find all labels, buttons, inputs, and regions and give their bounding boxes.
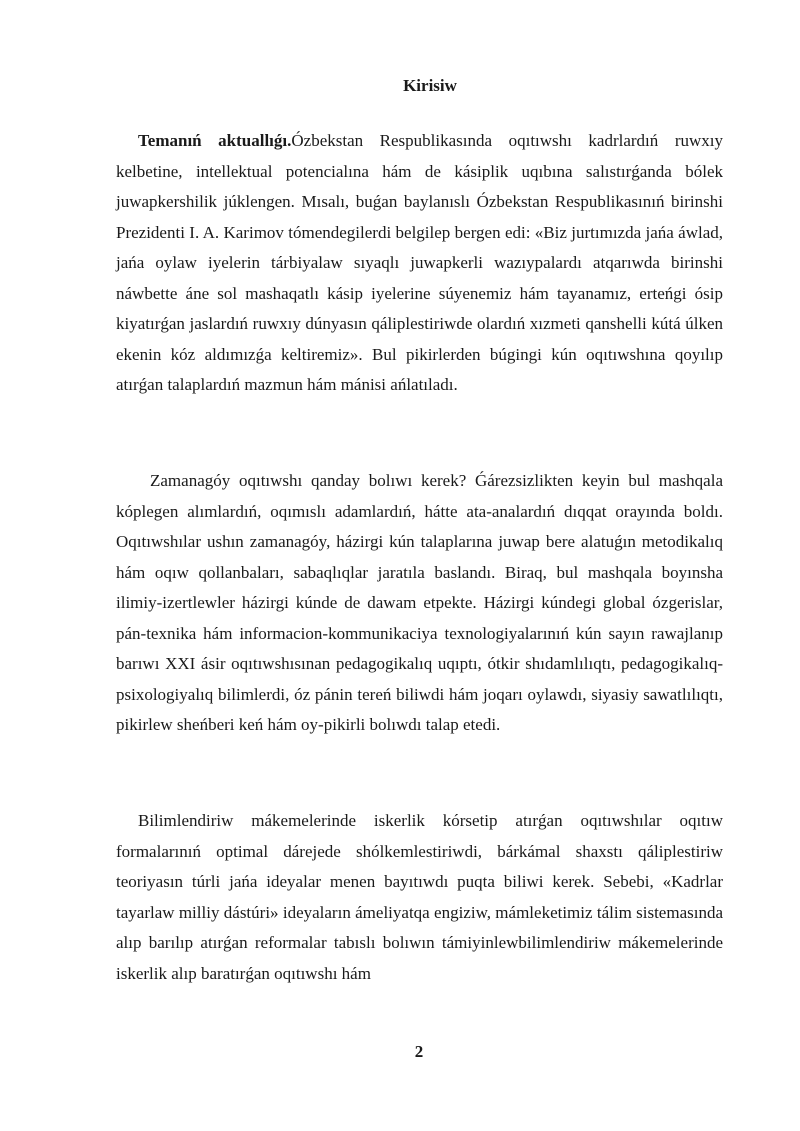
paragraph-text: Bilimlendiriw mákemelerinde iskerlik kórsetip atırǵan oqıtıwshılar oqıtıw formalarınıń optimal dárejede shólkemlestiriwdi, bárkámal shaxstı qáliplestiriw teoriyasın túrli jańa ideyalar menen bayıtıwdı puqta biliwi kerek. Sebebi, «Kadrlar tayarlaw milliy dástúri» ideyaların ámeliyatqa engiziw, mámleketimiz tálim sistemasında alıp barılıp atırǵan reformalar tabıslı bolıwın támiyinlewbilimlendiriw mákemelerinde iskerlik alıp baratırǵan oqıtıwshı hám: [116, 811, 723, 983]
page-number: 2: [414, 1042, 424, 1061]
paragraph-modern-teacher: [116, 466, 723, 741]
paragraph-topic-relevance: [116, 126, 723, 401]
paragraph-lead-bold: Temanıń aktuallıǵı.: [138, 131, 292, 150]
paragraph-education-institutions: [116, 806, 723, 989]
page-heading: Kirisiw: [403, 76, 457, 95]
paragraph-text: Zamanagóy oqıtıwshı qanday bolıwı kerek? Ǵárezsizlikten keyin bul mashqala kóplegen alımlardıń, oqımıslı adamlardıń, hátte ata-analardıń dıqqat orayında boldı. Oqıtıwshılar ushın zamanagóy, házirgi kún talaplarına juwap bere alatuǵın metodikalıq hám oqıw qollanbaları, sabaqlıqlar jaratıla baslandı. Biraq, bul mashqala boyınsha ilimiy-izertlewler házirgi kúnde de dawam etpekte. Házirgi kúndegi global ózgerislar, pán-texnika hám informacion-kommunikaciya texnologiyalarınıń kún sayın rawajlanıp barıwı XXI ásir oqıtıwshısınan pedagogikalıq uqıptı, ótkir shıdamlılıqtı, pedagogikalıq-psixologiyalıq bilimlerdi, óz pánin tereń biliwdi hám joqarı oylawdı, siyasiy sawatlılıqtı, pikirlew sheńberi keń hám oy-pikirli bolıwdı talap etedi.: [116, 471, 723, 734]
paragraph-text: Ózbekstan Respublikasında oqıtıwshı kadrlardıń ruwxıy kelbetine, intellektual potencialına hám de kásiplik uqıbına salıstırǵanda bólek juwapkershilik júklengen. Mısalı, buǵan baylanıslı Ózbekstan Respublikasınıń birinshi Prezidenti I. A. Karimov tómendegilerdi belgilep bergen edi: «Biz jurtımızda jańa áwlad, jańa oylaw iyelerin tárbiyalaw sıyaqlı juwapkerli wazıypalardı atqarıwda birinshi náwbette áne sol mashaqatlı kásip iyelerine súyenemiz hám tayanamız, erteńgi ósip kiyatırǵan jaslardıń ruwxıy dúnyasın qáliplestiriwde olardıń xızmeti qanshelli kútá úlken ekenin kóz aldımızǵa keltiremiz». Bul pikirlerden búgingi kún oqıtıwshına qoyılıp atırǵan talaplardıń mazmun hám mánisi ańlatıladı.: [116, 131, 723, 394]
